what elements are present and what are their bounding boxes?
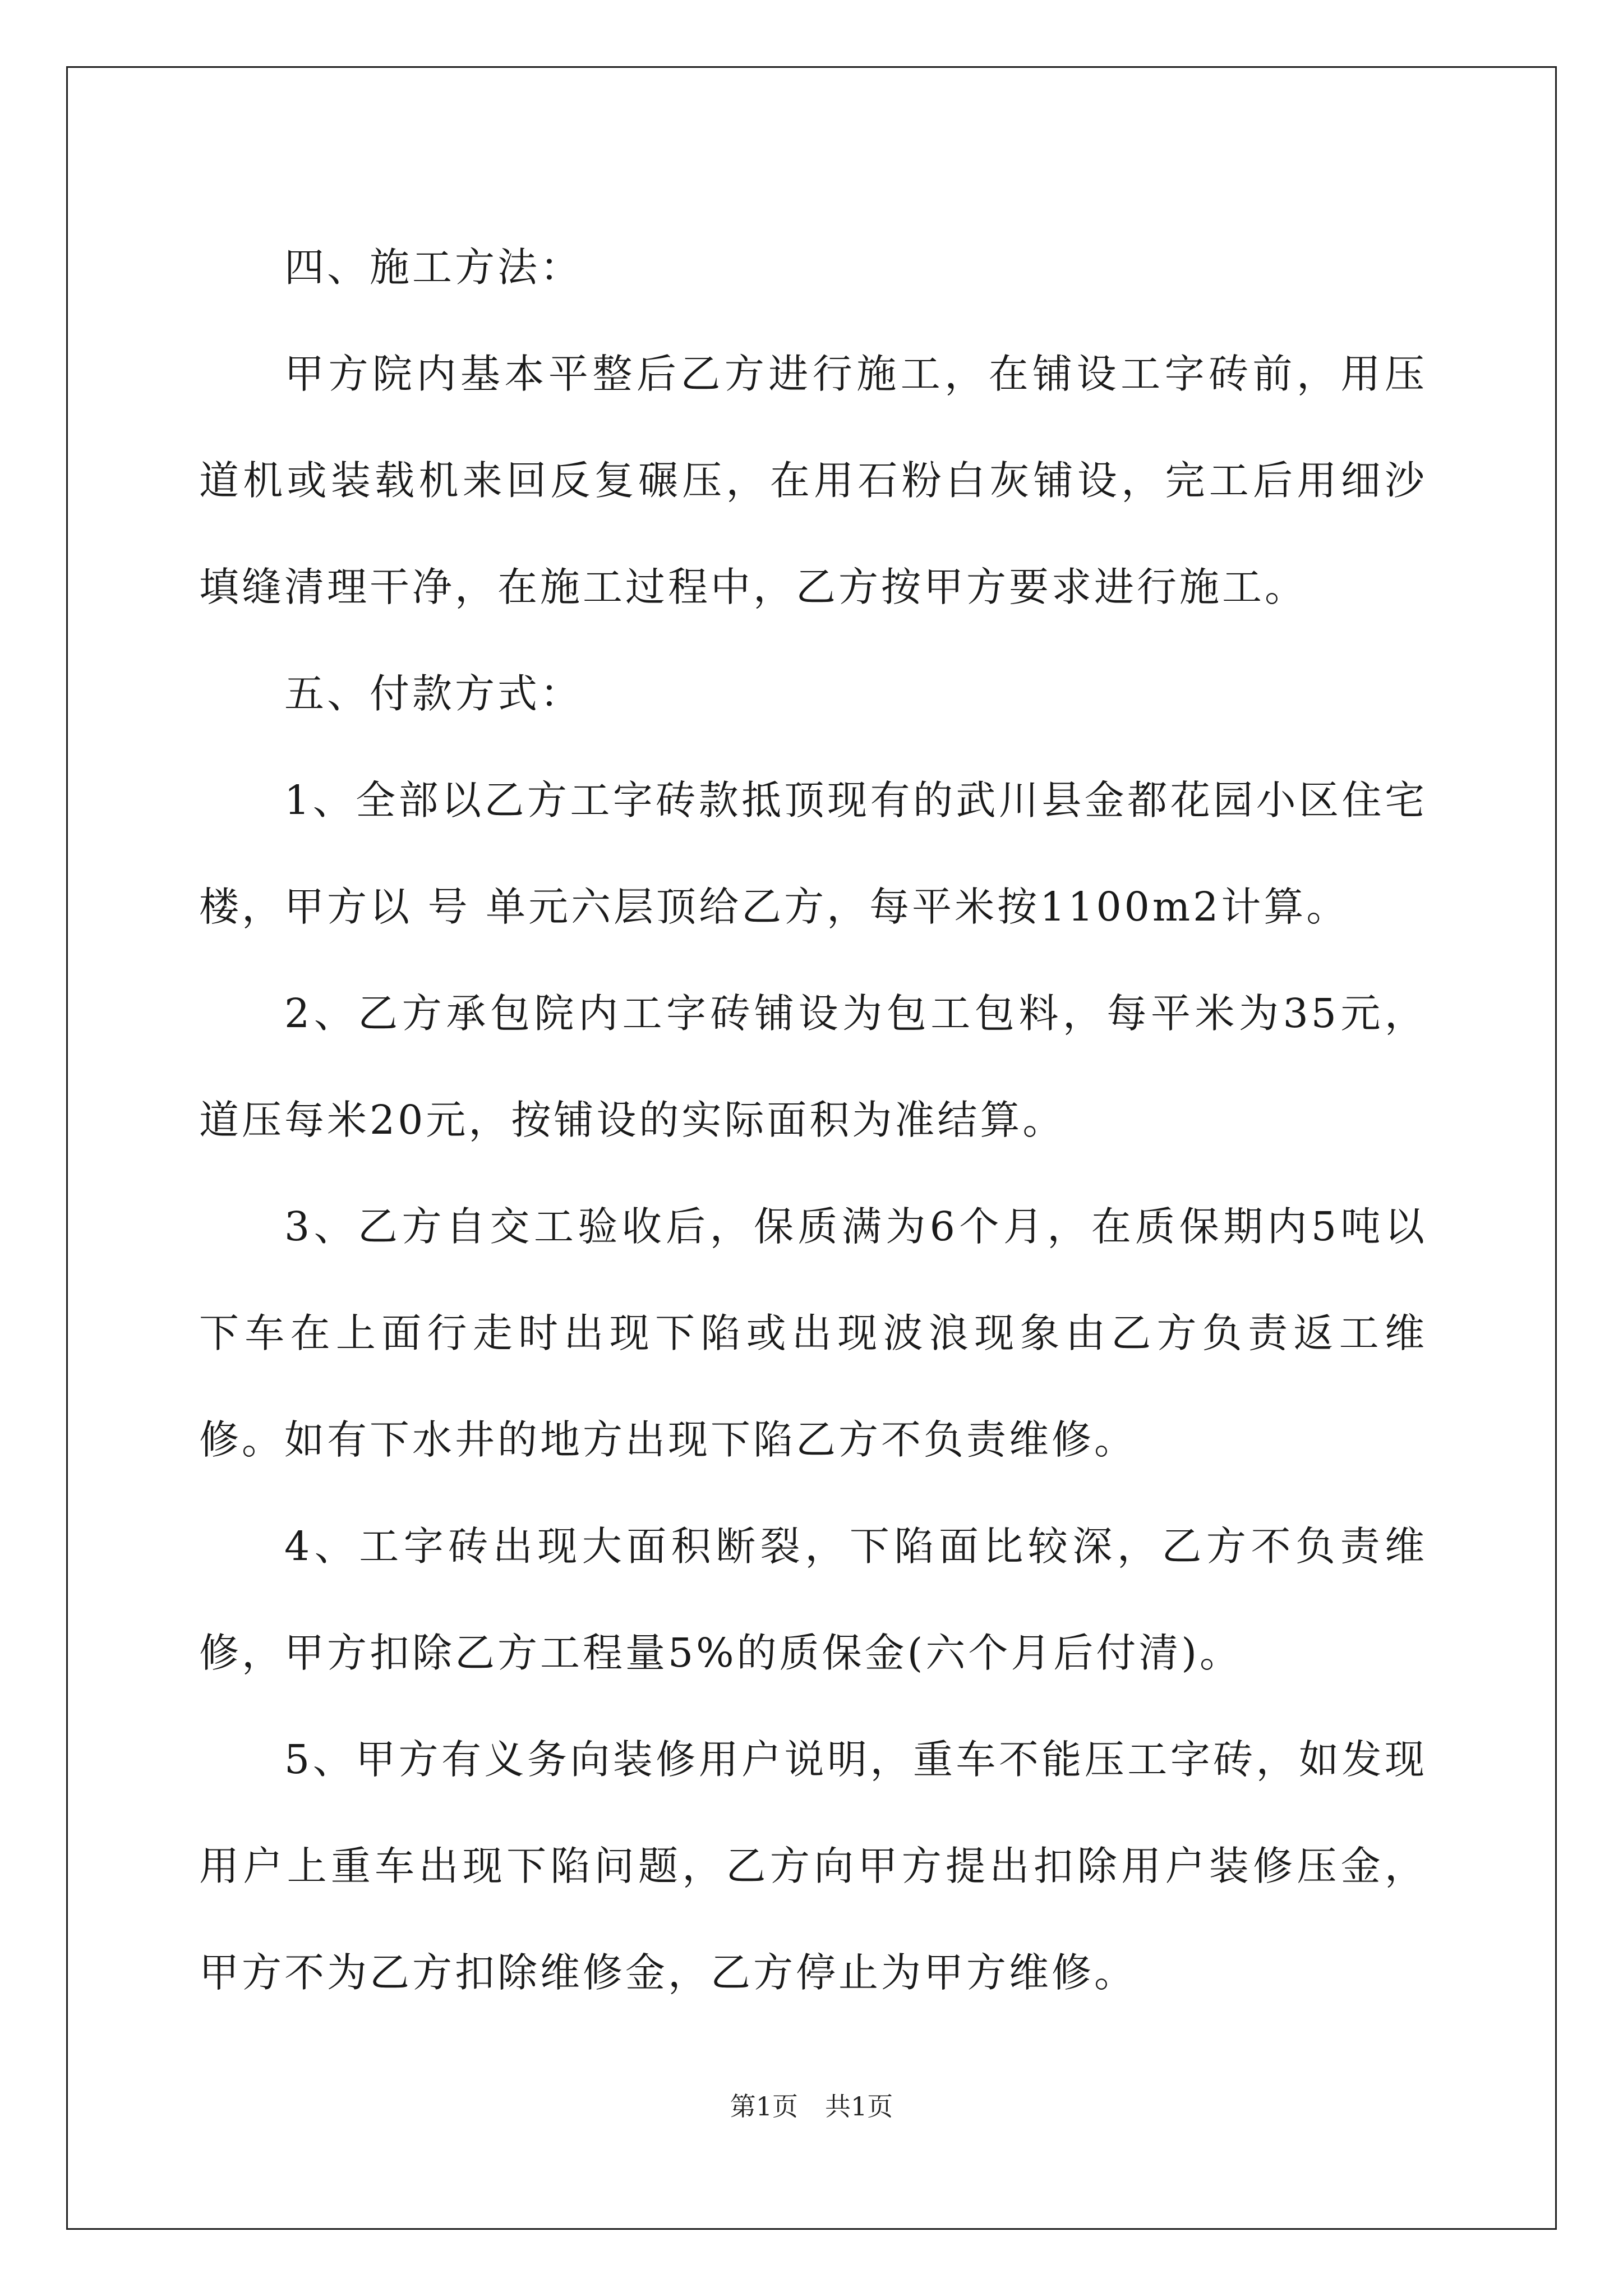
document-body xyxy=(199,214,1427,2026)
section-heading-payment-method: 五、付款方式： xyxy=(284,670,583,717)
page-number-current: 第1页 xyxy=(730,2091,798,2122)
payment-clause-2: 2、乙方承包院内工字砖铺设为包工包料，每平米为35元，道压每米20元，按铺设的实际面积为准结算。 xyxy=(199,990,1427,1143)
payment-clause-3: 3、乙方自交工验收后，保质满为6个月，在质保期内5吨以下车在上面行走时出现下陷或出现波浪现象由乙方负责返工维修。如有下水井的地方出现下陷乙方不负责维修。 xyxy=(199,1203,1427,1463)
payment-clause-4: 4、工字砖出现大面积断裂，下陷面比较深，乙方不负责维修，甲方扣除乙方工程量5%的质保金(六个月后付清)。 xyxy=(199,1523,1427,1676)
section-heading-construction-method: 四、施工方法： xyxy=(284,244,583,291)
page-number-total: 共1页 xyxy=(825,2091,893,2122)
payment-clause-5: 5、甲方有义务向装修用户说明，重车不能压工字砖，如发现用户上重车出现下陷问题，乙方向甲方提出扣除用户装修压金，甲方不为乙方扣除维修金，乙方停止为甲方维修。 xyxy=(199,1736,1427,1996)
payment-clause-1: 1、全部以乙方工字砖款抵顶现有的武川县金都花园小区住宅楼，甲方以 号 单元六层顶给乙方，每平米按1100m2计算。 xyxy=(199,777,1427,930)
page-footer xyxy=(0,2090,1623,2123)
paragraph-construction-details: 甲方院内基本平整后乙方进行施工，在铺设工字砖前，用压道机或装载机来回反复碾压，在用石粉白灰铺设，完工后用细沙填缝清理干净，在施工过程中，乙方按甲方要求进行施工。 xyxy=(199,351,1427,610)
